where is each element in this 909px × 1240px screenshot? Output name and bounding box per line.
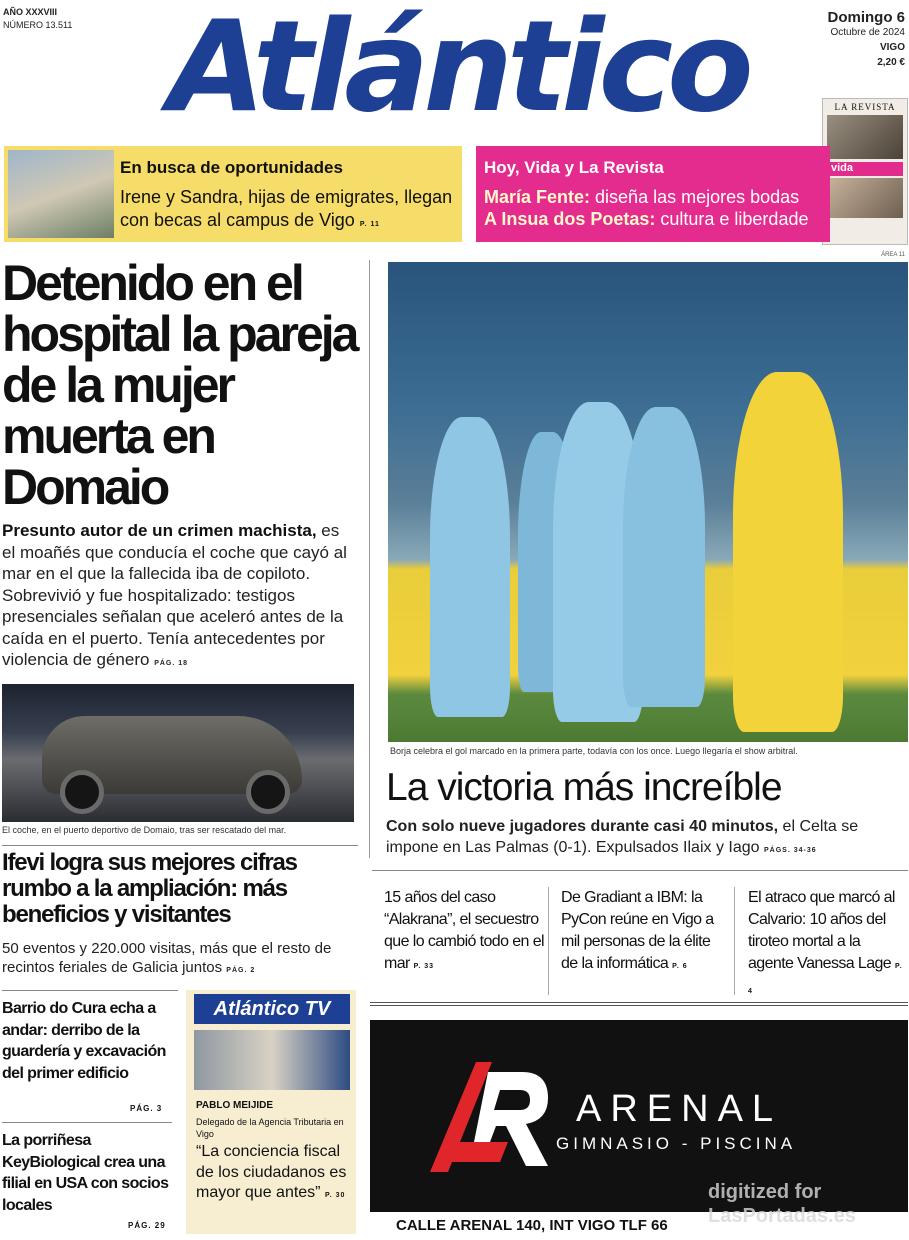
promo-photo: [8, 150, 114, 238]
revista-supplement-thumbnail[interactable]: [822, 98, 908, 245]
calvario-headline[interactable]: [748, 887, 908, 1003]
football-photo-caption: Borja celebra el gol marcado en la primera parte, todavía con los once. Luego llegaría el show arbitral.: [390, 746, 798, 756]
divider: [2, 1122, 172, 1123]
tv-quote-text: “La conciencia fiscal de los ciudadanos es mayor que antes”: [196, 1143, 347, 1201]
porrinesa-page: PÁG. 29: [128, 1221, 166, 1230]
promo-text: [120, 186, 460, 236]
issue-month: Octubre de 2024: [830, 27, 905, 38]
main-lede-bold: Presunto autor de un crimen machista,: [2, 521, 317, 540]
promo-pink-line-2: [484, 208, 808, 230]
celta-headline[interactable]: La victoria más increíble: [386, 766, 782, 809]
section-label: ÁREA 11: [881, 252, 905, 258]
promo-pink-line-2-bold: A Insua dos Poetas:: [484, 209, 656, 229]
issue-day: Domingo 6: [827, 9, 905, 26]
promo-pink-line-1-bold: María Fente:: [484, 187, 591, 207]
column-divider: [734, 887, 735, 995]
date-meta: [828, 10, 906, 70]
pycon-headline[interactable]: [561, 887, 721, 978]
vida-photo: [827, 178, 903, 218]
football-photo: [388, 262, 908, 742]
column-divider: [369, 260, 370, 858]
promo-pink-title: Hoy, Vida y La Revista: [484, 158, 664, 177]
car-photo-caption: El coche, en el puerto deportivo de Domaio, tras ser rescatado del mar.: [2, 825, 287, 835]
car-photo: [2, 684, 354, 822]
watermark-line-2: LasPortadas.es: [708, 1205, 856, 1227]
revista-title: LA REVISTA: [834, 102, 896, 112]
ifevi-text: [2, 939, 358, 980]
issue-city: VIGO: [879, 42, 905, 53]
ad-brand: ARENAL: [576, 1088, 783, 1130]
divider: [372, 870, 908, 871]
watermark: [708, 1180, 856, 1228]
barrio-headline-text: Barrio do Cura echa a andar: derribo de la guardería y excavación del primer edificio: [2, 1000, 166, 1082]
main-lede-text: es el moañés que conducía el coche que cayó al mar en el que la fallecida iba de copiloto. Sobrevivió y fue hospitalizado: testigos presenciales señalan que aceleró antes de la caída en el puerto. Tenía antecedentes por violencia de género: [2, 521, 347, 669]
newspaper-logo[interactable]: Atlántico: [168, 0, 748, 140]
ad-tagline: GIMNASIO - PISCINA: [556, 1134, 797, 1153]
ad-address: CALLE ARENAL 140, INT VIGO TLF 66: [370, 1212, 908, 1240]
issue-year: AÑO XXXVIII: [3, 7, 58, 17]
column-divider: [548, 887, 549, 995]
promo-vida-revista[interactable]: [476, 146, 830, 242]
porrinesa-headline[interactable]: [2, 1130, 174, 1216]
main-headline[interactable]: Detenido en el hospital la pareja de la mujer muerta en Domaio: [2, 255, 357, 515]
barrio-page: PÁG. 3: [130, 1104, 163, 1113]
ifevi-page: PÁG. 2: [226, 967, 256, 974]
promo-page: P. 11: [359, 221, 380, 228]
promo-pink-line-1: [484, 186, 799, 208]
tv-name: PABLO MEIJIDE: [196, 1100, 274, 1111]
pycon-page: P. 6: [672, 963, 688, 970]
porrinesa-headline-text: La porriñesa KeyBiological crea una filial en USA con socios locales: [2, 1132, 169, 1214]
issue-price: 2,20 €: [877, 57, 905, 68]
calvario-page: P. 4: [748, 963, 903, 995]
celta-text-bold: Con solo nueve jugadores durante casi 40 minutos,: [386, 818, 779, 835]
barrio-headline[interactable]: [2, 998, 172, 1084]
tv-role: Delegado de la Agencia Tributaria en Vigo: [196, 1117, 344, 1139]
promo-pink-line-2-text: cultura e liberdade: [655, 209, 809, 229]
double-rule: [370, 1002, 908, 1006]
atlantico-tv-box[interactable]: [186, 990, 356, 1234]
ifevi-headline[interactable]: Ifevi logra sus mejores cifras rumbo a la ampliación: más beneficios y visitantes: [2, 849, 297, 928]
arenal-logo-icon: [430, 1062, 550, 1172]
main-lede: [2, 520, 354, 675]
ifevi-text-body: 50 eventos y 220.000 visitas, más que el resto de recintos feriales de Galicia juntos: [2, 940, 332, 976]
calvario-headline-text: El atraco que marcó al Calvario: 10 años del tiroteo mortal a la agente Vanessa Lage: [748, 889, 895, 972]
promo-pink-line-1-text: diseña las mejores bodas: [590, 187, 800, 207]
alakrana-page: P. 33: [413, 963, 435, 970]
car-wheel-front: [60, 770, 104, 814]
tv-page: P. 30: [324, 1192, 346, 1199]
celta-text: [386, 816, 906, 861]
issue-number: NÚMERO 13.511: [3, 20, 73, 30]
pycon-headline-text: De Gradiant a IBM: la PyCon reúne en Vigo a mil personas de la élite de la informática: [561, 889, 714, 972]
alakrana-headline-text: 15 años del caso “Alakrana”, el secuestro que lo cambió todo en el mar: [384, 889, 544, 972]
divider: [2, 990, 178, 991]
arenal-ad[interactable]: [370, 1020, 908, 1240]
revista-photo: [827, 115, 903, 159]
celta-page: PÁGS. 34-36: [763, 847, 817, 854]
vida-label: vida: [827, 162, 903, 176]
promo-text-body: Irene y Sandra, hijas de emigrates, llegan con becas al campus de Vigo: [120, 187, 453, 230]
tv-photo: [194, 1030, 350, 1090]
promo-oportunidades[interactable]: [4, 146, 462, 242]
player-figure: [623, 407, 705, 707]
tv-quote: [196, 1142, 351, 1207]
main-page: PÁG. 18: [154, 660, 189, 667]
celta-text-body: el Celta se impone en Las Palmas (0-1). Expulsados Ilaix y Iago: [386, 818, 859, 856]
issue-meta: [3, 6, 72, 32]
car-wheel-rear: [246, 770, 290, 814]
watermark-line-1: digitized for: [708, 1181, 822, 1203]
tv-header: Atlántico TV: [194, 994, 350, 1024]
player-figure: [430, 417, 510, 717]
player-figure: [733, 372, 843, 732]
promo-title: En busca de oportunidades: [120, 158, 343, 177]
divider: [2, 845, 358, 846]
alakrana-headline[interactable]: [384, 887, 544, 978]
